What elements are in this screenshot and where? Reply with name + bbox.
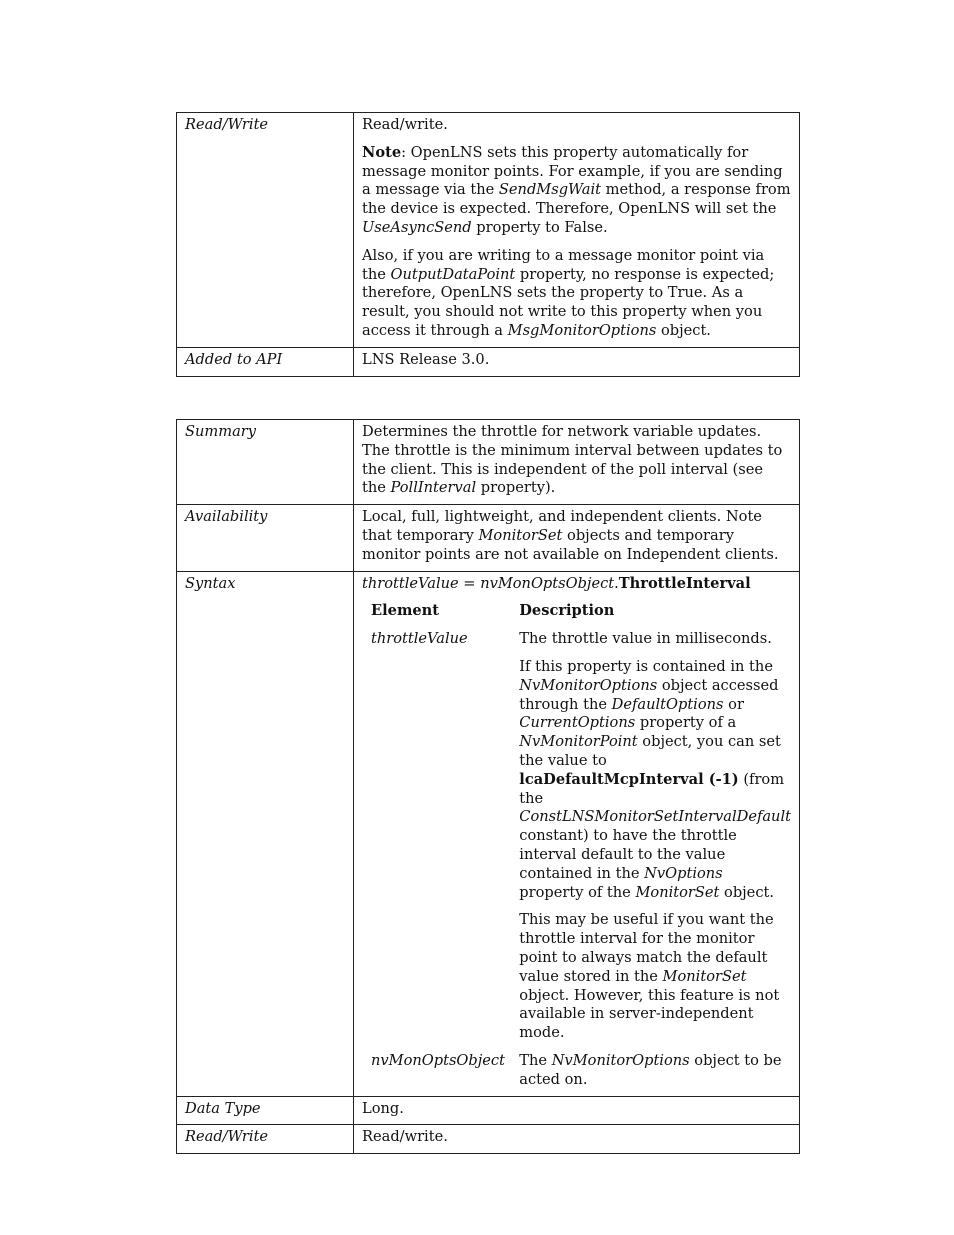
row-data-type — [177, 1096, 800, 1125]
row-added-to-api — [177, 347, 800, 376]
row-label: Availability — [177, 505, 354, 571]
element-description: The NvMonitorOptions object to be acted on. — [519, 1051, 782, 1088]
row-label: Read/Write — [177, 113, 354, 348]
row-label: Syntax — [177, 571, 354, 1096]
row-syntax — [177, 571, 800, 1096]
description-column-header: Description — [519, 602, 615, 620]
row-value: Long. — [354, 1096, 800, 1125]
row-label: Added to API — [177, 347, 354, 376]
property-table-throttle-interval — [176, 419, 800, 1154]
row-value: LNS Release 3.0. — [354, 347, 800, 376]
row-value: Determines the throttle for network variable updates. The throttle is the minimum interval between updates to the client. This is independent of the poll interval (see the PollInterval property). — [354, 420, 800, 505]
element-description: The throttle value in milliseconds. If this property is contained in the NvMonitorOptions object accessed through the DefaultOptions or CurrentOptions property of a NvMonitorPoint object, you can set the value to lcaDefaultMcpInterval (-1) (from the ConstLNSMonitorSetIntervalDefault constant) to have the throttle interval default to the value contained in the NvOptions property of the MonitorSet object. This may be useful if you want the throttle interval for the monitor point to always match the default value stored in the MonitorSet object. However, this feature is not available in server-independent mode. — [519, 630, 791, 1042]
element-name: nvMonOptsObject — [371, 1051, 505, 1069]
rw-value: Read/write. — [362, 116, 448, 133]
row-label: Data Type — [177, 1096, 354, 1125]
row-read-write — [177, 1125, 800, 1154]
row-summary — [177, 420, 800, 505]
row-label: Summary — [177, 420, 354, 505]
syntax-element-row — [362, 630, 791, 1052]
syntax-elements-table — [362, 602, 791, 1089]
row-read-write — [177, 113, 800, 348]
property-table-continued — [176, 112, 800, 377]
rw-note: Note: OpenLNS sets this property automatically for message monitor points. For example, if you are sending a message via the SendMsgWait method, a response from the device is expected. Therefore, OpenLNS will set the UseAsyncSend property to False. — [362, 143, 791, 236]
row-value: Read/write. — [354, 1125, 800, 1154]
row-label: Read/Write — [177, 1125, 354, 1154]
row-value — [354, 113, 800, 348]
row-availability — [177, 505, 800, 571]
row-value: Local, full, lightweight, and independent clients. Note that temporary MonitorSet objects and temporary monitor points are not available on Independent clients. — [354, 505, 800, 571]
row-value — [354, 571, 800, 1096]
rw-also: Also, if you are writing to a message monitor point via the OutputDataPoint property, no response is expected; therefore, OpenLNS sets the property to True. As a result, you should not write to this property when you access it through a MsgMonitorOptions object. — [362, 246, 775, 339]
element-column-header: Element — [371, 602, 440, 620]
syntax-header-row — [362, 602, 791, 630]
syntax-element-row — [362, 1052, 791, 1090]
element-name: throttleValue — [371, 630, 468, 648]
syntax-expression: throttleValue = nvMonOptsObject.ThrottleInterval — [362, 574, 751, 592]
